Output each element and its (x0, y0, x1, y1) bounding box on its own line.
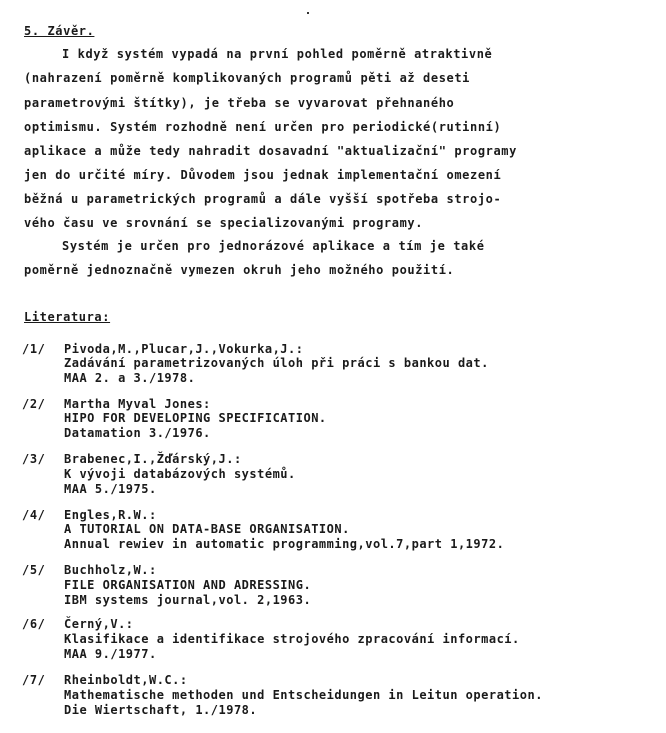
reference-authors: Engles,R.W.: (64, 508, 157, 522)
reference-number: /4/ (22, 508, 46, 522)
literature-heading: Literatura: (24, 310, 111, 324)
reference-authors: Buchholz,W.: (64, 563, 157, 577)
reference-number: /7/ (22, 673, 46, 687)
reference-source: MAA 9./1977. (64, 647, 157, 661)
reference-title: FILE ORGANISATION AND ADRESSING. (64, 578, 312, 592)
reference-number: /6/ (22, 617, 46, 631)
paragraph-line: jen do určité míry. Důvodem jsou jednak implementační omezení (24, 168, 502, 182)
stray-dot-mark (307, 12, 309, 14)
paragraph-line: aplikace a může tedy nahradit dosavadní "aktualizační" programy (24, 144, 517, 158)
reference-title: Klasifikace a identifikace strojového zpracování informací. (64, 632, 520, 646)
paragraph-line: I když systém vypadá na první pohled poměrně atraktivně (62, 47, 493, 61)
reference-authors: Brabenec,I.,Žďárský,J.: (64, 452, 242, 466)
reference-authors: Rheinboldt,W.C.: (64, 673, 188, 687)
paragraph-line: vého času ve srovnání se specializovanými programy. (24, 216, 424, 230)
reference-authors: Černý,V.: (64, 617, 134, 631)
reference-source: Die Wiertschaft, 1./1978. (64, 703, 258, 717)
paragraph-line: optimismu. Systém rozhodně není určen pro periodické(rutinní) (24, 120, 502, 134)
reference-source: IBM systems journal,vol. 2,1963. (64, 593, 312, 607)
reference-title: A TUTORIAL ON DATA-BASE ORGANISATION. (64, 522, 350, 536)
section-heading: 5. Závěr. (24, 24, 95, 38)
paragraph-line: (nahrazení poměrně komplikovaných programů pěti až deseti (24, 71, 471, 85)
reference-source: Datamation 3./1976. (64, 426, 211, 440)
reference-authors: Pivoda,M.,Plucar,J.,Vokurka,J.: (64, 342, 304, 356)
reference-source: Annual rewiev in automatic programming,vol.7,part 1,1972. (64, 537, 505, 551)
reference-title: Zadávání parametrizovaných úloh při práci s bankou dat. (64, 356, 489, 370)
reference-title: HIPO FOR DEVELOPING SPECIFICATION. (64, 411, 327, 425)
paragraph-line: parametrovými štítky), je třeba se vyvarovat přehnaného (24, 96, 455, 110)
reference-number: /5/ (22, 563, 46, 577)
reference-authors: Martha Myval Jones: (64, 397, 211, 411)
reference-number: /1/ (22, 342, 46, 356)
paragraph-line: běžná u parametrických programů a dále vyšší spotřeba strojo- (24, 192, 502, 206)
paragraph-line: Systém je určen pro jednorázové aplikace a tím je také (62, 239, 485, 253)
reference-source: MAA 5./1975. (64, 482, 157, 496)
reference-title: K vývoji databázových systémů. (64, 467, 296, 481)
reference-title: Mathematische methoden und Entscheidungen in Leitun operation. (64, 688, 543, 702)
reference-source: MAA 2. a 3./1978. (64, 371, 196, 385)
paragraph-line: poměrně jednoznačně vymezen okruh jeho možného použití. (24, 263, 455, 277)
reference-number: /2/ (22, 397, 46, 411)
reference-number: /3/ (22, 452, 46, 466)
